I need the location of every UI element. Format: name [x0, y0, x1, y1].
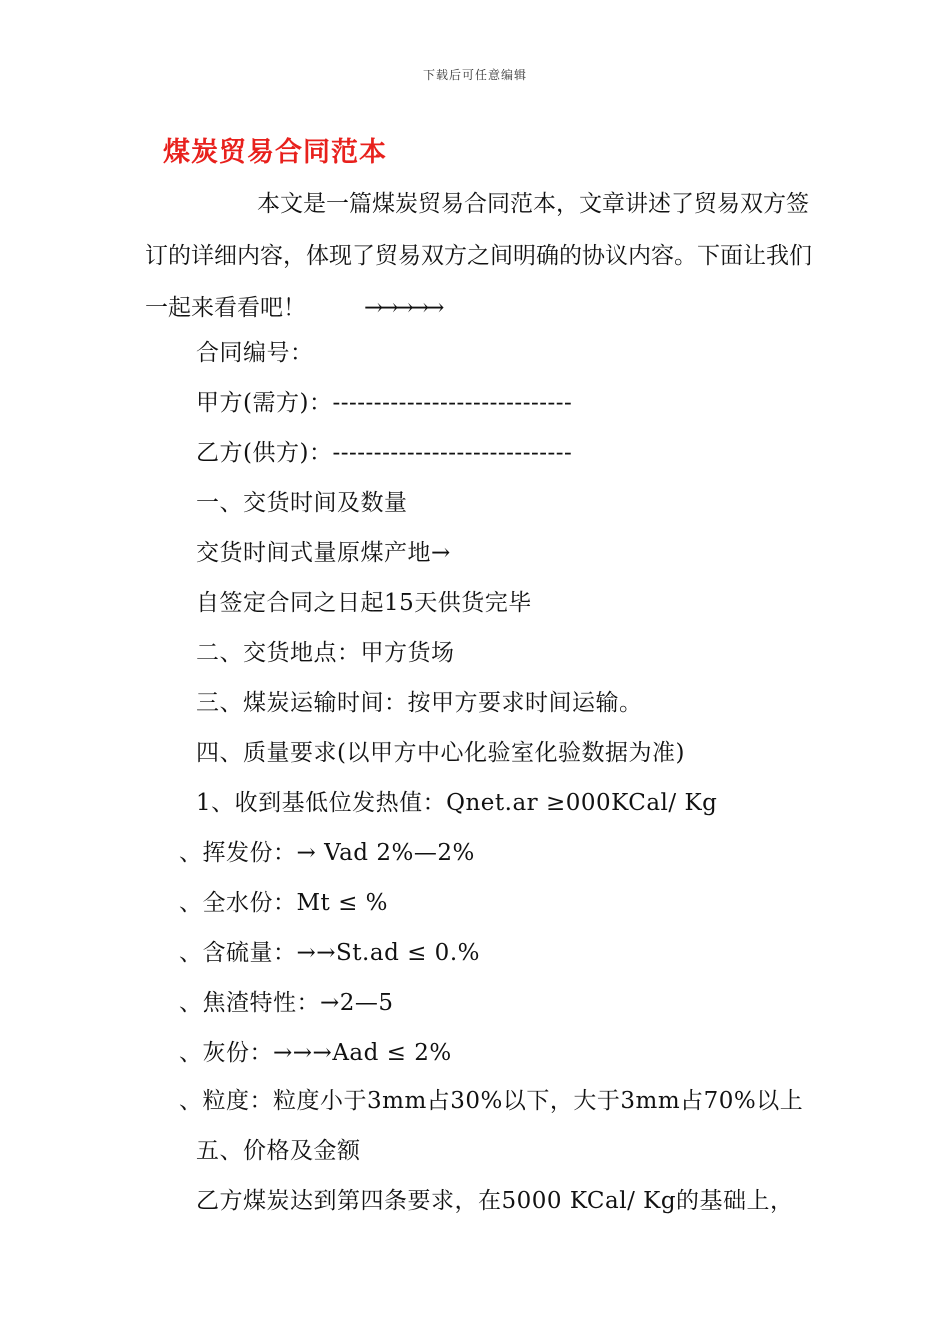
section-5-heading: 五、价格及金额: [196, 1138, 361, 1164]
header-note: 下载后可任意编辑: [422, 68, 527, 82]
section-3-heading: 三、煤炭运输时间：按甲方要求时间运输。: [196, 690, 643, 716]
delivery-period-line: 自签定合同之日起15天供货完毕: [196, 590, 532, 616]
intro-text: 本文是一篇煤炭贸易合同范本，文章讲述了贸易双方签订的详细内容，体现了贸易双方之间明确的协议内容。下面让我们一起来看看吧！: [145, 191, 812, 321]
delivery-origin-line: 交货时间式量原煤产地→: [196, 540, 451, 566]
quality-sulfur-line: 、含硫量：→→St.ad ≤ 0.%: [179, 940, 480, 966]
price-basis-line: 乙方煤炭达到第四条要求，在5000 KCal/ Kg的基础上，: [196, 1188, 794, 1214]
section-2-heading: 二、交货地点：甲方货场: [196, 640, 455, 666]
quality-coke-residue-line: 、焦渣特性：→2—5: [179, 990, 394, 1016]
intro-arrows: →→→→→: [364, 295, 441, 321]
party-b-line: 乙方(供方)：-----------------------------: [196, 440, 573, 466]
document-title: 煤炭贸易合同范本: [163, 137, 387, 168]
section-4-heading: 四、质量要求(以甲方中心化验室化验数据为准): [196, 740, 685, 766]
contract-number-line: 合同编号：: [196, 340, 314, 366]
quality-ash-line: 、灰份：→→→Aad ≤ 2%: [179, 1040, 452, 1066]
section-1-heading: 一、交货时间及数量: [196, 490, 408, 516]
party-a-line: 甲方(需方)：-----------------------------: [196, 390, 573, 416]
quality-volatile-line: 、挥发份：→ Vad 2%—2%: [179, 840, 475, 866]
intro-paragraph: [145, 178, 815, 334]
quality-granularity-line: 、粒度：粒度小于3mm占30%以下，大于3mm占70%以上: [179, 1088, 804, 1114]
quality-moisture-line: 、全水份：Mt ≤ %: [179, 890, 389, 916]
quality-calorific-line: 1、收到基低位发热值：Qnet.ar ≥000KCal/ Kg: [196, 790, 718, 816]
